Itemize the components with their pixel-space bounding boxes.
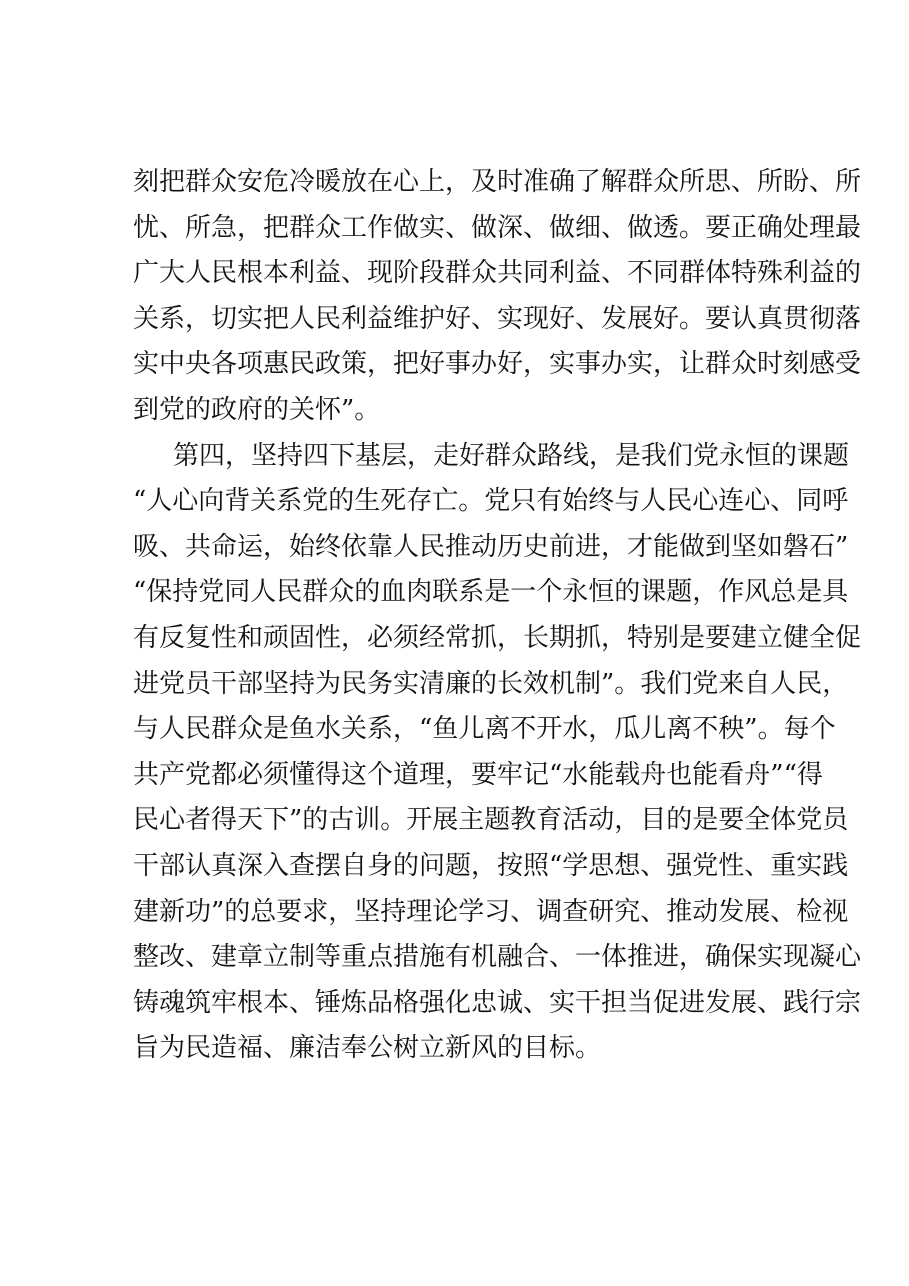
text-line: 第四，坚持四下基层，走好群众路线，是我们党永恒的课题 bbox=[173, 440, 850, 471]
text-line: 整改、建章立制等重点措施有机融合、一体推进，确保实现凝心 bbox=[133, 942, 862, 973]
text-line: 忧、所急，把群众工作做实、做深、做细、做透。要正确处理最 bbox=[133, 212, 862, 243]
text-line: “保持党同人民群众的血肉联系是一个永恒的课题，作风总是具 bbox=[133, 577, 849, 608]
paragraph-2 bbox=[133, 434, 862, 1072]
text-line: 实中央各项惠民政策，把好事办好，实事办实，让群众时刻感受 bbox=[133, 349, 862, 380]
text-line: 吸、共命运，始终依靠人民推动历史前进，才能做到坚如磐石” bbox=[133, 531, 849, 562]
text-line: 进党员干部坚持为民务实清廉的长效机制”。我们党来自人民， bbox=[133, 668, 849, 699]
text-line: 广大人民根本利益、现阶段群众共同利益、不同群体特殊利益的 bbox=[133, 258, 862, 289]
text-line: 到党的政府的关怀”。 bbox=[133, 394, 381, 425]
text-line: 与人民群众是鱼水关系，“鱼儿离不开水，瓜儿离不秧”。每个 bbox=[133, 714, 836, 745]
text-line: 铸魂筑牢根本、锤炼品格强化忠诚、实干担当促进发展、践行宗 bbox=[133, 987, 862, 1018]
text-line: 干部认真深入查摆自身的问题，按照“学思想、强党性、重实践 bbox=[133, 850, 849, 881]
text-line: 有反复性和顽固性，必须经常抓，长期抓，特别是要建立健全促 bbox=[133, 622, 862, 653]
text-line: 关系，切实把人民利益维护好、实现好、发展好。要认真贯彻落 bbox=[133, 303, 862, 334]
text-line: 建新功”的总要求，坚持理论学习、调查研究、推动发展、检视 bbox=[133, 896, 849, 927]
text-line: 旨为民造福、廉洁奉公树立新风的目标。 bbox=[133, 1033, 602, 1064]
paragraph-1 bbox=[133, 160, 862, 434]
text-line: 共产党都必须懂得这个道理，要牢记“水能载舟也能看舟”“得 bbox=[133, 759, 823, 790]
document-body bbox=[133, 160, 862, 1072]
text-line: 刻把群众安危冷暖放在心上，及时准确了解群众所思、所盼、所 bbox=[133, 167, 862, 197]
text-line: 民心者得天下”的古训。开展主题教育活动，目的是要全体党员 bbox=[133, 805, 849, 836]
text-line: “人心向背关系党的生死存亡。党只有始终与人民心连心、同呼 bbox=[133, 486, 849, 517]
